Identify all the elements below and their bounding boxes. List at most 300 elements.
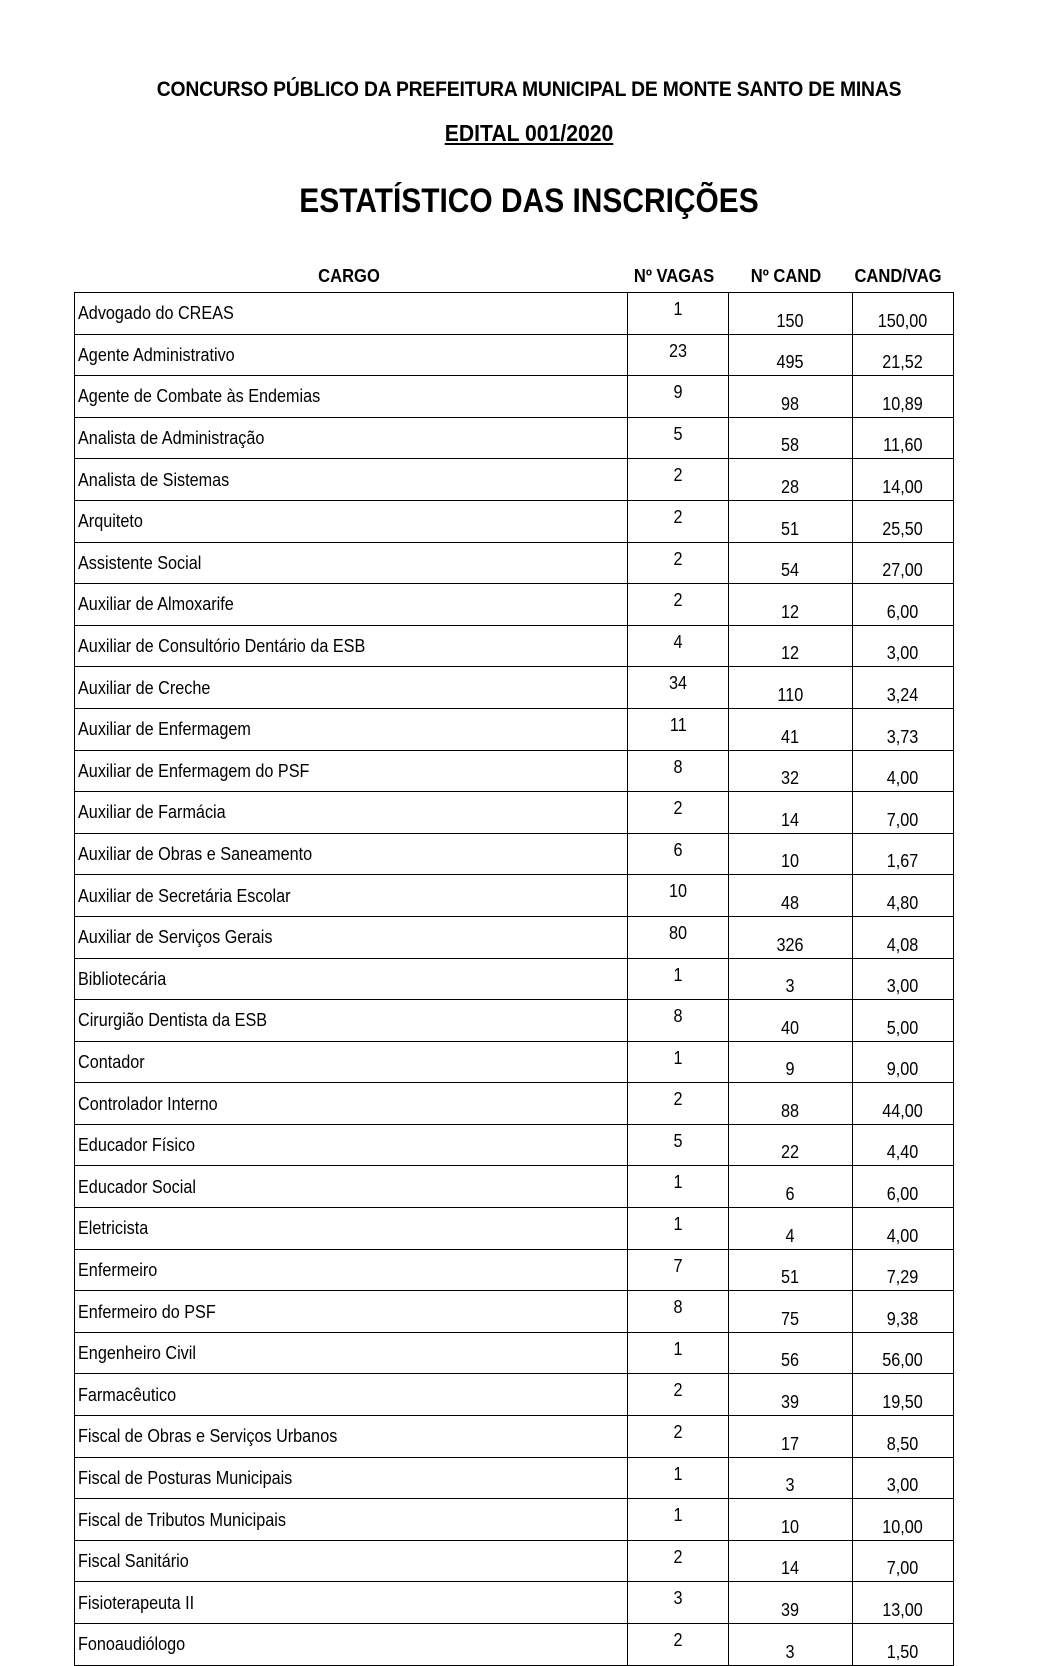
cargo-cell	[75, 1416, 628, 1458]
table-row	[75, 1124, 954, 1166]
table-row	[75, 833, 954, 875]
cargo-cell-text: Auxiliar de Farmácia	[78, 802, 226, 823]
cand-vag-cell-text: 7,29	[887, 1267, 919, 1288]
cand-vag-cell	[853, 1540, 954, 1582]
cand-vag-cell-text: 4,80	[887, 892, 919, 913]
cand-cell	[729, 459, 853, 501]
vagas-cell	[628, 833, 729, 875]
cargo-cell-text: Auxiliar de Almoxarife	[78, 594, 234, 615]
cargo-cell-text: Arquiteto	[78, 511, 143, 532]
cand-vag-cell-text: 4,08	[887, 934, 919, 955]
table-row	[75, 1332, 954, 1374]
cargo-cell-text: Auxiliar de Enfermagem	[78, 719, 251, 740]
cargo-cell-text: Auxiliar de Enfermagem do PSF	[78, 760, 310, 781]
cand-cell-text: 12	[781, 643, 800, 664]
cargo-cell-text: Assistente Social	[78, 552, 202, 573]
cand-cell	[729, 1624, 853, 1666]
cargo-cell	[75, 1208, 628, 1250]
cand-cell-text: 17	[781, 1433, 800, 1454]
cand-vag-cell-text: 14,00	[882, 476, 924, 497]
cand-cell	[729, 1083, 853, 1125]
table-row	[75, 750, 954, 792]
cand-cell-text: 495	[776, 352, 805, 373]
table-row	[75, 1540, 954, 1582]
cand-vag-cell-text: 5,00	[887, 1017, 919, 1038]
vagas-cell	[628, 376, 729, 418]
vagas-cell-text: 80	[668, 922, 688, 943]
vagas-cell	[628, 625, 729, 667]
cand-cell-text: 98	[781, 393, 800, 414]
cand-vag-cell	[853, 1374, 954, 1416]
cargo-cell	[75, 584, 628, 626]
cand-cell-text: 41	[781, 726, 800, 747]
vagas-cell	[628, 1416, 729, 1458]
vagas-cell	[628, 1332, 729, 1374]
edital-number: EDITAL 001/2020	[444, 120, 614, 146]
vagas-cell-text: 7	[673, 1255, 683, 1276]
cand-vag-cell-text: 1,50	[887, 1641, 919, 1662]
cand-vag-cell	[853, 1041, 954, 1083]
cand-cell-text: 3	[785, 1475, 795, 1496]
statistics-table	[74, 292, 954, 1666]
table-row	[75, 1083, 954, 1125]
vagas-cell	[628, 708, 729, 750]
cand-vag-cell	[853, 1083, 954, 1125]
vagas-cell	[628, 875, 729, 917]
vagas-cell	[628, 958, 729, 1000]
cand-vag-cell	[853, 334, 954, 376]
cand-vag-cell	[853, 1457, 954, 1499]
cand-vag-cell	[853, 1416, 954, 1458]
cargo-cell-text: Fiscal de Posturas Municipais	[78, 1467, 293, 1488]
table-row	[75, 417, 954, 459]
vagas-cell	[628, 1582, 729, 1624]
table-row	[75, 542, 954, 584]
vagas-cell-text: 5	[673, 423, 683, 444]
cand-cell	[729, 1499, 853, 1541]
cand-vag-cell-text: 4,00	[887, 1225, 919, 1246]
cand-cell-text: 22	[781, 1142, 800, 1163]
table-row	[75, 1041, 954, 1083]
cand-vag-cell	[853, 1291, 954, 1333]
vagas-cell	[628, 293, 729, 335]
cargo-cell	[75, 833, 628, 875]
cargo-cell	[75, 1041, 628, 1083]
cand-vag-cell-text: 56,00	[882, 1350, 924, 1371]
cand-vag-cell-text: 4,00	[887, 768, 919, 789]
cand-cell	[729, 792, 853, 834]
table-row	[75, 708, 954, 750]
vagas-cell-text: 1	[673, 299, 683, 319]
cargo-cell	[75, 376, 628, 418]
cand-cell-text: 88	[781, 1100, 800, 1121]
cand-cell	[729, 500, 853, 542]
vagas-cell-text: 1	[673, 1172, 683, 1193]
cand-cell-text: 28	[781, 476, 800, 497]
table-row	[75, 1291, 954, 1333]
vagas-cell-text: 2	[673, 1089, 683, 1110]
cand-cell	[729, 667, 853, 709]
vagas-cell-text: 23	[668, 340, 688, 361]
cand-vag-cell	[853, 667, 954, 709]
cand-cell	[729, 625, 853, 667]
vagas-cell	[628, 1124, 729, 1166]
cand-cell	[729, 958, 853, 1000]
cand-cell-text: 32	[781, 768, 800, 789]
cargo-cell	[75, 417, 628, 459]
vagas-cell	[628, 1249, 729, 1291]
cand-cell	[729, 1000, 853, 1042]
cand-cell	[729, 376, 853, 418]
page-title: ESTATÍSTICO DAS INSCRIÇÕES	[299, 182, 759, 220]
cargo-cell-text: Auxiliar de Consultório Dentário da ESB	[78, 636, 366, 657]
cand-vag-cell-text: 4,40	[887, 1142, 919, 1163]
cargo-cell-text: Agente de Combate às Endemias	[78, 386, 321, 407]
cand-vag-cell	[853, 1499, 954, 1541]
vagas-cell-text: 9	[673, 382, 683, 403]
vagas-cell	[628, 417, 729, 459]
cand-cell-text: 10	[781, 851, 800, 872]
cand-cell	[729, 1208, 853, 1250]
vagas-cell	[628, 459, 729, 501]
cand-cell	[729, 1332, 853, 1374]
cargo-cell	[75, 1582, 628, 1624]
vagas-cell	[628, 792, 729, 834]
cand-cell	[729, 334, 853, 376]
table-row	[75, 293, 954, 335]
cand-cell-text: 14	[781, 1558, 800, 1579]
cargo-cell	[75, 1540, 628, 1582]
cand-vag-cell	[853, 792, 954, 834]
cand-cell	[729, 1416, 853, 1458]
cand-vag-cell	[853, 708, 954, 750]
table-row	[75, 667, 954, 709]
table-row	[75, 792, 954, 834]
cand-cell	[729, 1582, 853, 1624]
cand-cell	[729, 750, 853, 792]
cargo-cell	[75, 625, 628, 667]
cand-cell-text: 4	[785, 1225, 795, 1246]
vagas-cell-text: 2	[673, 1380, 683, 1401]
vagas-cell-text: 8	[673, 756, 683, 777]
cand-cell-text: 10	[781, 1516, 800, 1537]
cand-vag-cell	[853, 958, 954, 1000]
cand-vag-cell	[853, 376, 954, 418]
cargo-cell	[75, 1000, 628, 1042]
cargo-cell	[75, 958, 628, 1000]
cargo-cell	[75, 708, 628, 750]
vagas-cell-text: 34	[668, 673, 688, 694]
cand-vag-cell-text: 10,00	[882, 1516, 924, 1537]
vagas-cell-text: 1	[673, 1505, 683, 1526]
vagas-cell	[628, 1083, 729, 1125]
statistics-table-body	[75, 293, 954, 1666]
contest-title: CONCURSO PÚBLICO DA PREFEITURA MUNICIPAL DE MONTE SANTO DE MINAS	[156, 78, 902, 101]
cargo-cell-text: Bibliotecária	[78, 968, 167, 989]
table-row	[75, 1249, 954, 1291]
vagas-cell	[628, 916, 729, 958]
vagas-cell	[628, 1540, 729, 1582]
cand-vag-cell-text: 44,00	[882, 1100, 924, 1121]
vagas-cell	[628, 584, 729, 626]
vagas-cell	[628, 1457, 729, 1499]
cand-cell-text: 14	[781, 809, 800, 830]
vagas-cell-text: 6	[673, 839, 683, 860]
cargo-cell	[75, 667, 628, 709]
cand-vag-cell-text: 8,50	[887, 1433, 919, 1454]
cand-cell	[729, 1540, 853, 1582]
cargo-cell	[75, 1457, 628, 1499]
cargo-cell	[75, 500, 628, 542]
vagas-cell-text: 2	[673, 465, 683, 486]
cand-vag-cell-text: 3,73	[887, 726, 919, 747]
cand-vag-cell	[853, 1332, 954, 1374]
column-header-cargo: CARGO	[318, 266, 380, 286]
cargo-cell-text: Eletricista	[78, 1218, 149, 1239]
vagas-cell-text: 1	[673, 1463, 683, 1484]
cand-vag-cell-text: 7,00	[887, 1558, 919, 1579]
vagas-cell-text: 2	[673, 798, 683, 819]
cargo-cell	[75, 1166, 628, 1208]
cand-cell-text: 39	[781, 1600, 800, 1620]
table-row	[75, 1166, 954, 1208]
vagas-cell-text: 1	[673, 1047, 683, 1068]
cargo-cell-text: Agente Administrativo	[78, 344, 235, 365]
vagas-cell	[628, 542, 729, 584]
cand-cell-text: 75	[781, 1308, 800, 1329]
vagas-cell-text: 1	[673, 964, 683, 985]
cand-vag-cell	[853, 417, 954, 459]
cargo-cell-text: Enfermeiro	[78, 1259, 158, 1280]
cand-vag-cell	[853, 1166, 954, 1208]
cand-vag-cell	[853, 1249, 954, 1291]
cargo-cell-text: Controlador Interno	[78, 1093, 218, 1114]
table-row	[75, 1374, 954, 1416]
column-header-cand-vag: CAND/VAG	[854, 266, 942, 286]
cargo-cell-text: Fiscal de Obras e Serviços Urbanos	[78, 1426, 338, 1447]
cand-vag-cell-text: 1,67	[887, 851, 919, 872]
cargo-cell	[75, 1249, 628, 1291]
cand-cell	[729, 1457, 853, 1499]
cargo-cell-text: Cirurgião Dentista da ESB	[78, 1010, 268, 1031]
cand-cell	[729, 833, 853, 875]
cand-vag-cell-text: 7,00	[887, 809, 919, 830]
cargo-cell	[75, 792, 628, 834]
vagas-cell-text: 1	[673, 1338, 683, 1359]
table-row	[75, 1499, 954, 1541]
cand-vag-cell-text: 13,00	[882, 1600, 924, 1620]
cand-vag-cell	[853, 459, 954, 501]
cargo-cell-text: Fiscal de Tributos Municipais	[78, 1509, 286, 1530]
vagas-cell	[628, 1166, 729, 1208]
table-row	[75, 500, 954, 542]
cand-vag-cell	[853, 625, 954, 667]
vagas-cell-text: 2	[673, 548, 683, 569]
table-row	[75, 1000, 954, 1042]
table-row	[75, 584, 954, 626]
vagas-cell-text: 2	[673, 1630, 683, 1650]
table-row	[75, 1416, 954, 1458]
cargo-cell-text: Analista de Sistemas	[78, 469, 230, 490]
cand-cell-text: 9	[785, 1059, 795, 1080]
vagas-cell-text: 4	[673, 631, 683, 652]
cand-cell	[729, 293, 853, 335]
cand-vag-cell	[853, 1000, 954, 1042]
cand-cell	[729, 1374, 853, 1416]
vagas-cell-text: 2	[673, 506, 683, 527]
vagas-cell-text: 10	[668, 881, 688, 902]
cand-vag-cell-text: 10,89	[882, 393, 924, 414]
cand-vag-cell	[853, 833, 954, 875]
cargo-cell-text: Analista de Administração	[78, 428, 265, 449]
vagas-cell-text: 5	[673, 1130, 683, 1151]
cand-cell-text: 51	[781, 518, 800, 539]
vagas-cell	[628, 1000, 729, 1042]
table-row	[75, 1457, 954, 1499]
cand-cell	[729, 875, 853, 917]
cand-vag-cell-text: 3,00	[887, 976, 919, 997]
cargo-cell-text: Auxiliar de Serviços Gerais	[78, 927, 273, 948]
table-row	[75, 1582, 954, 1624]
vagas-cell-text: 8	[673, 1006, 683, 1027]
cand-cell	[729, 708, 853, 750]
cand-cell	[729, 1291, 853, 1333]
cargo-cell	[75, 459, 628, 501]
cand-vag-cell-text: 150,00	[878, 310, 928, 331]
cand-cell-text: 54	[781, 560, 800, 581]
vagas-cell	[628, 750, 729, 792]
cand-cell-text: 3	[785, 1641, 795, 1662]
cand-vag-cell-text: 3,00	[887, 1475, 919, 1496]
cargo-cell	[75, 1374, 628, 1416]
cargo-cell	[75, 1083, 628, 1125]
cand-cell-text: 150	[776, 310, 805, 331]
vagas-cell-text: 2	[673, 590, 683, 611]
cand-vag-cell-text: 11,60	[883, 435, 923, 456]
table-row	[75, 334, 954, 376]
vagas-cell	[628, 334, 729, 376]
cargo-cell-text: Engenheiro Civil	[78, 1343, 196, 1364]
cand-cell	[729, 542, 853, 584]
table-row	[75, 459, 954, 501]
cand-vag-cell	[853, 750, 954, 792]
vagas-cell-text: 1	[673, 1214, 683, 1235]
cargo-cell	[75, 750, 628, 792]
table-row	[75, 1624, 954, 1666]
cargo-cell	[75, 334, 628, 376]
cargo-cell-text: Fisioterapeuta II	[78, 1592, 195, 1613]
table-row	[75, 916, 954, 958]
cand-vag-cell-text: 27,00	[882, 560, 924, 581]
cand-vag-cell	[853, 916, 954, 958]
table-row	[75, 376, 954, 418]
cargo-cell	[75, 1624, 628, 1666]
vagas-cell	[628, 1041, 729, 1083]
vagas-cell-text: 11	[669, 714, 687, 735]
cand-vag-cell	[853, 1208, 954, 1250]
cand-cell	[729, 1249, 853, 1291]
cand-cell-text: 58	[781, 435, 800, 456]
cand-cell	[729, 1041, 853, 1083]
cand-vag-cell	[853, 584, 954, 626]
cand-vag-cell-text: 9,00	[887, 1059, 919, 1080]
vagas-cell	[628, 1208, 729, 1250]
vagas-cell	[628, 500, 729, 542]
cand-vag-cell	[853, 1624, 954, 1666]
cand-cell-text: 3	[785, 976, 795, 997]
vagas-cell	[628, 1624, 729, 1666]
table-row	[75, 625, 954, 667]
cand-cell	[729, 1166, 853, 1208]
vagas-cell-text: 3	[673, 1588, 683, 1609]
cand-cell	[729, 417, 853, 459]
cand-vag-cell-text: 9,38	[887, 1308, 919, 1329]
vagas-cell-text: 8	[673, 1297, 683, 1318]
table-row	[75, 958, 954, 1000]
cand-cell	[729, 1124, 853, 1166]
cand-vag-cell	[853, 293, 954, 335]
cand-vag-cell-text: 21,52	[882, 352, 924, 373]
cargo-cell-text: Contador	[78, 1051, 145, 1072]
cargo-cell	[75, 875, 628, 917]
cargo-cell	[75, 916, 628, 958]
column-header-vagas: Nº VAGAS	[633, 266, 715, 286]
cargo-cell-text: Auxiliar de Obras e Saneamento	[78, 844, 313, 865]
cargo-cell-text: Fonoaudiólogo	[78, 1634, 186, 1655]
cargo-cell-text: Educador Físico	[78, 1135, 196, 1156]
cand-cell-text: 56	[781, 1350, 800, 1371]
cand-vag-cell	[853, 500, 954, 542]
cargo-cell	[75, 1291, 628, 1333]
cand-vag-cell-text: 3,00	[887, 643, 919, 664]
cargo-cell-text: Auxiliar de Creche	[78, 677, 211, 698]
cand-vag-cell	[853, 875, 954, 917]
cand-vag-cell-text: 6,00	[887, 1184, 919, 1205]
cand-vag-cell-text: 19,50	[882, 1392, 924, 1413]
cand-vag-cell	[853, 1124, 954, 1166]
cargo-cell-text: Educador Social	[78, 1176, 196, 1197]
cand-cell-text: 40	[781, 1017, 800, 1038]
cargo-cell	[75, 293, 628, 335]
table-row	[75, 875, 954, 917]
cand-cell	[729, 916, 853, 958]
cand-cell-text: 110	[777, 684, 804, 705]
cand-cell	[729, 584, 853, 626]
cargo-cell-text: Auxiliar de Secretária Escolar	[78, 885, 291, 906]
cargo-cell-text: Advogado do CREAS	[78, 303, 234, 324]
cargo-cell	[75, 1332, 628, 1374]
cargo-cell	[75, 1124, 628, 1166]
cargo-cell	[75, 542, 628, 584]
cargo-cell-text: Fiscal Sanitário	[78, 1551, 189, 1572]
cargo-cell	[75, 1499, 628, 1541]
cargo-cell-text: Farmacêutico	[78, 1384, 177, 1405]
cand-cell-text: 51	[781, 1267, 800, 1288]
cand-cell-text: 39	[781, 1392, 800, 1413]
vagas-cell	[628, 1291, 729, 1333]
vagas-cell-text: 2	[673, 1546, 683, 1567]
vagas-cell	[628, 1499, 729, 1541]
cand-cell-text: 48	[781, 892, 800, 913]
cand-vag-cell	[853, 1582, 954, 1624]
cand-cell-text: 12	[781, 601, 800, 622]
cand-vag-cell-text: 3,24	[887, 684, 919, 705]
cand-vag-cell-text: 25,50	[882, 518, 924, 539]
cand-cell-text: 6	[785, 1184, 795, 1205]
vagas-cell	[628, 1374, 729, 1416]
column-header-cand: Nº CAND	[750, 266, 822, 286]
cand-vag-cell	[853, 542, 954, 584]
